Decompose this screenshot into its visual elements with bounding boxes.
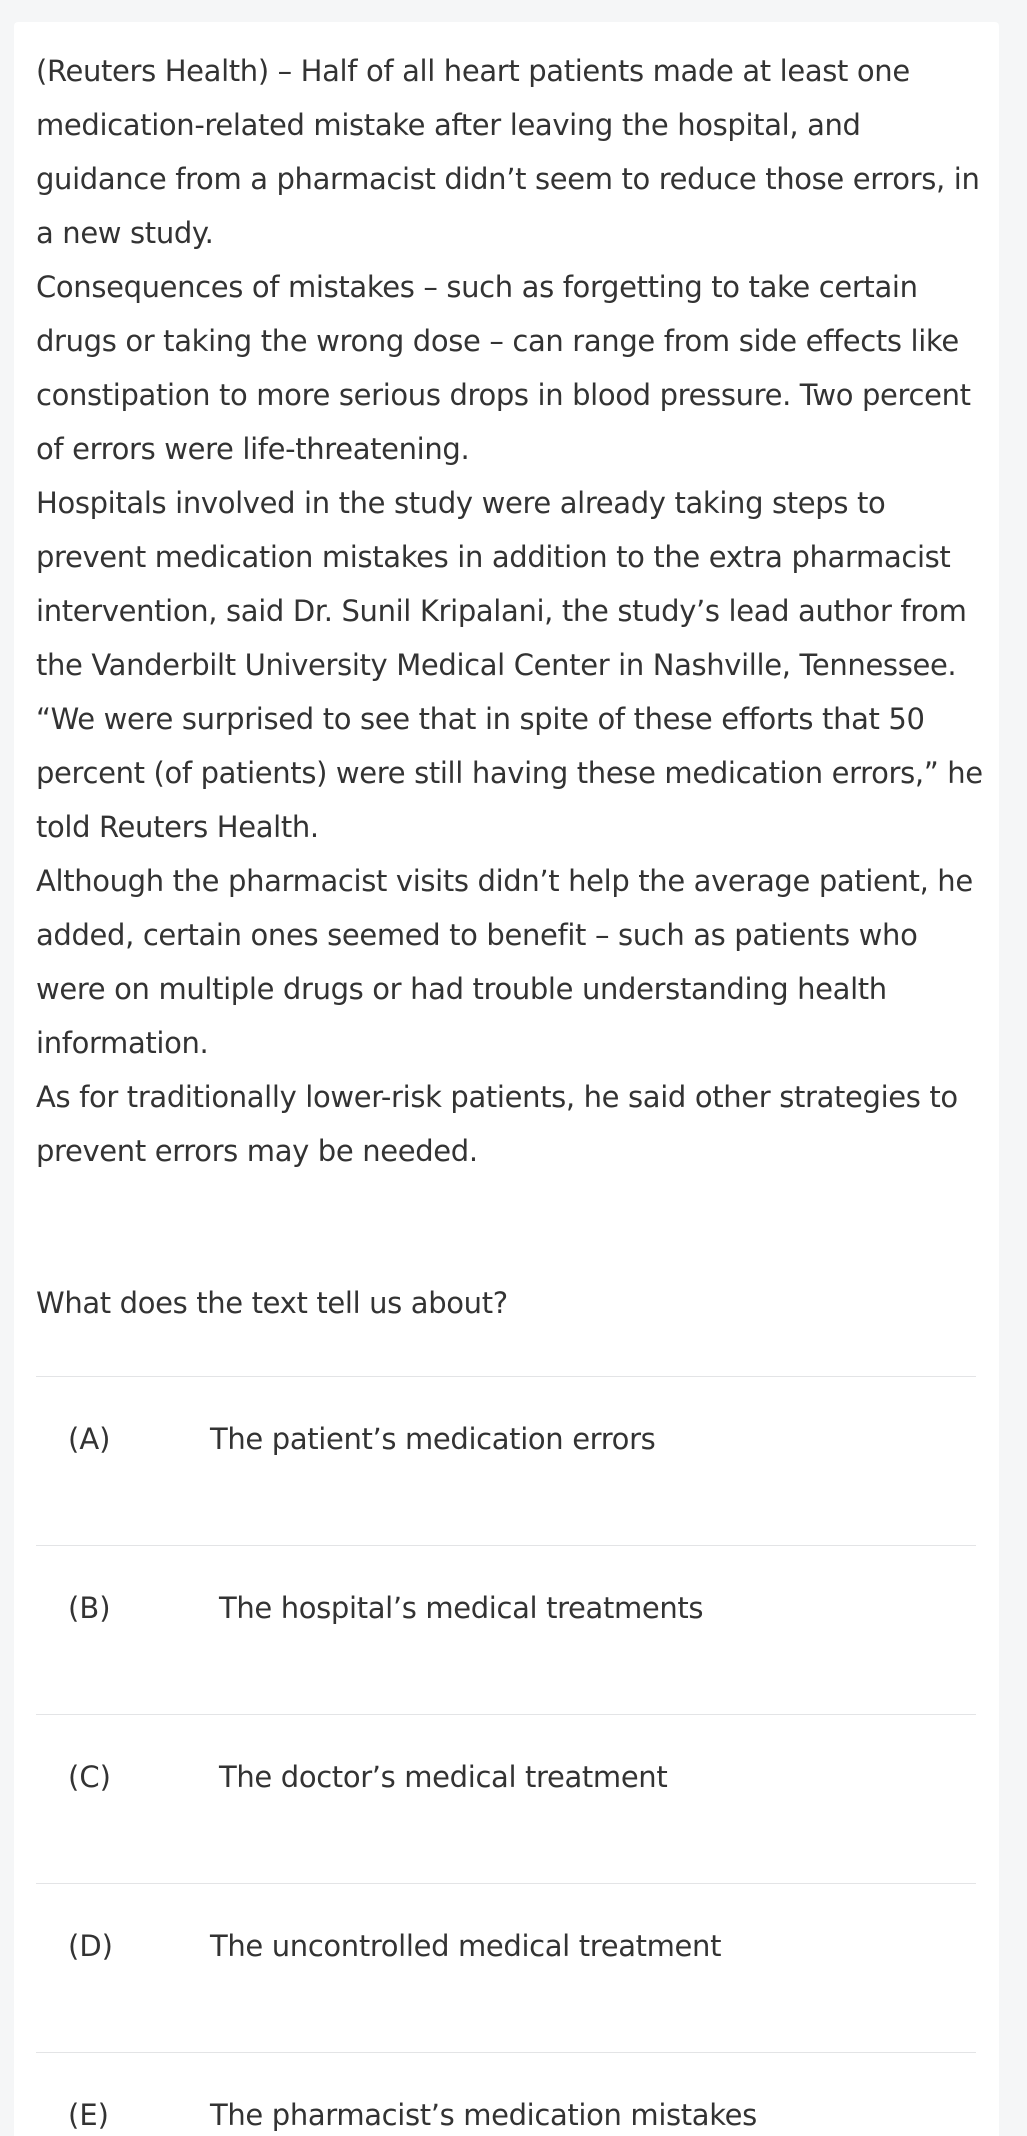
option-b-letter: (B) bbox=[68, 1591, 111, 1625]
option-a-letter: (A) bbox=[68, 1422, 111, 1456]
option-c[interactable] bbox=[36, 1714, 976, 1883]
option-d-letter: (D) bbox=[68, 1929, 113, 1963]
passage-paragraph-1: (Reuters Health) – Half of all heart patients made at least one medication-related mistake after leaving the hospital, and guidance from a pharmacist didn’t seem to reduce those errors, in a new study. bbox=[36, 54, 980, 250]
option-d[interactable] bbox=[36, 1883, 976, 2052]
passage-paragraph-4: “We were surprised to see that in spite of these efforts that 50 percent (of patients) were still having these medication errors,” he told Reuters Health. bbox=[36, 702, 983, 844]
passage-paragraph-6: As for traditionally lower-risk patients, he said other strategies to prevent errors may be needed. bbox=[36, 1080, 958, 1168]
passage-paragraph-2: Consequences of mistakes – such as forgetting to take certain drugs or taking the wrong dose – can range from side effects like constipation to more serious drops in blood pressure. Two percent of errors were life-threatening. bbox=[36, 270, 971, 466]
option-a[interactable] bbox=[36, 1376, 976, 1545]
passage-paragraph-3: Hospitals involved in the study were already taking steps to prevent medication mistakes in addition to the extra pharmacist intervention, said Dr. Sunil Kripalani, the study’s lead author from the Vanderbilt University Medical Center in Nashville, Tennessee. bbox=[36, 486, 967, 682]
option-e-text: The pharmacist’s medication mistakes bbox=[210, 2098, 757, 2132]
option-d-text: The uncontrolled medical treatment bbox=[210, 1929, 722, 1963]
reading-passage bbox=[36, 44, 986, 1178]
option-e[interactable] bbox=[36, 2052, 976, 2136]
option-a-text: The patient’s medication errors bbox=[210, 1422, 656, 1456]
option-c-letter: (C) bbox=[68, 1760, 111, 1794]
answer-options bbox=[36, 1376, 976, 2136]
option-e-letter: (E) bbox=[68, 2098, 109, 2132]
option-b-text: The hospital’s medical treatments bbox=[219, 1591, 704, 1625]
option-b[interactable] bbox=[36, 1545, 976, 1714]
option-c-text: The doctor’s medical treatment bbox=[219, 1760, 668, 1794]
passage-paragraph-5: Although the pharmacist visits didn’t help the average patient, he added, certain ones seemed to benefit – such as patients who were on multiple drugs or had trouble understanding health information. bbox=[36, 864, 973, 1060]
question-prompt: What does the text tell us about? bbox=[36, 1286, 508, 1320]
